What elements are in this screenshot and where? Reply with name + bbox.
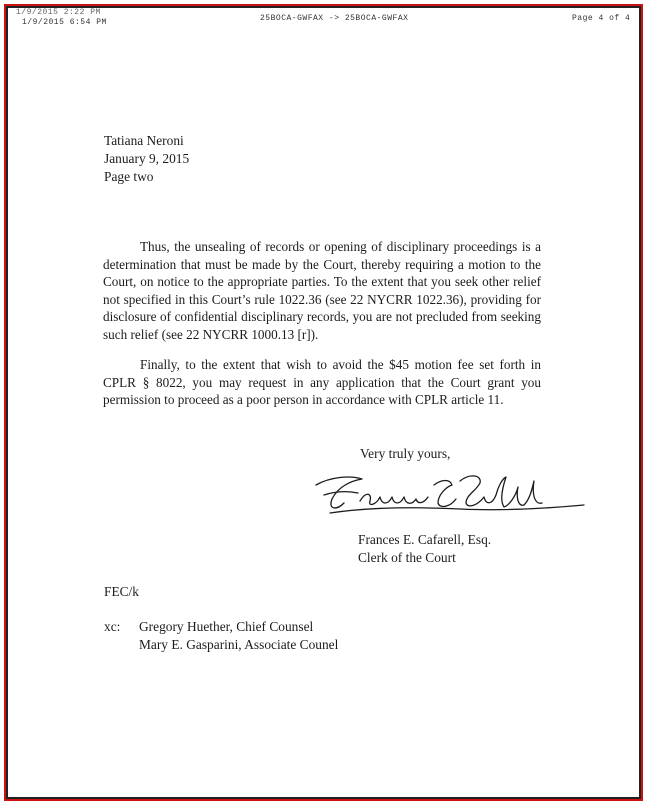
paragraph-text: Thus, the unsealing of records or opening of disciplinary proceedings is a determination that must be made by the Court, thereby requiring a motion to the Court, on notice to the appropriate parties. To the extent that you seek other relief not specified in this Court’s rule 1022.36 (see 22 NYCRR 1022.36), providing for disclosure of confidential disciplinary records, you are not precluded from seeking such relief (see 22 NYCRR 1000.13 [r]).: [103, 239, 541, 342]
fax-timestamp: 1/9/2015 6:54 PM: [22, 18, 107, 27]
signature-block: [358, 531, 491, 567]
page-label: Page two: [104, 169, 154, 184]
signatory-title: Clerk of the Court: [358, 550, 456, 565]
paragraph-text: Finally, to the extent that wish to avoid the $45 motion fee set forth in CPLR § 8022, you may request in any application that the Court grant you permission to proceed as a poor person in accordance with CPLR article 11.: [103, 357, 541, 408]
typist-initials: FEC/k: [104, 584, 139, 599]
letter-header: [104, 132, 189, 186]
signature-graphic: [310, 465, 590, 527]
xc-recipient: Gregory Huether, Chief Counsel: [139, 619, 314, 634]
closing-salutation: Very truly yours,: [360, 446, 451, 461]
addressee-name: Tatiana Neroni: [104, 133, 184, 148]
fax-cut-line: 1/9/2015 2:22 PM: [16, 8, 101, 17]
body-paragraph-2: [103, 356, 541, 409]
letter-date: January 9, 2015: [104, 151, 190, 166]
handwritten-signature: [310, 465, 590, 527]
fax-page-number: Page 4 of 4: [572, 14, 631, 23]
signatory-name: Frances E. Cafarell, Esq.: [358, 532, 492, 547]
body-paragraph-1: [103, 238, 541, 344]
xc-recipient: Mary E. Gasparini, Associate Counel: [139, 637, 339, 652]
xc-label: xc:: [104, 619, 121, 634]
fax-header: [12, 8, 639, 32]
xc-list: [139, 618, 338, 654]
fax-route: 25BOCA-GWFAX -> 25BOCA-GWFAX: [260, 14, 409, 23]
